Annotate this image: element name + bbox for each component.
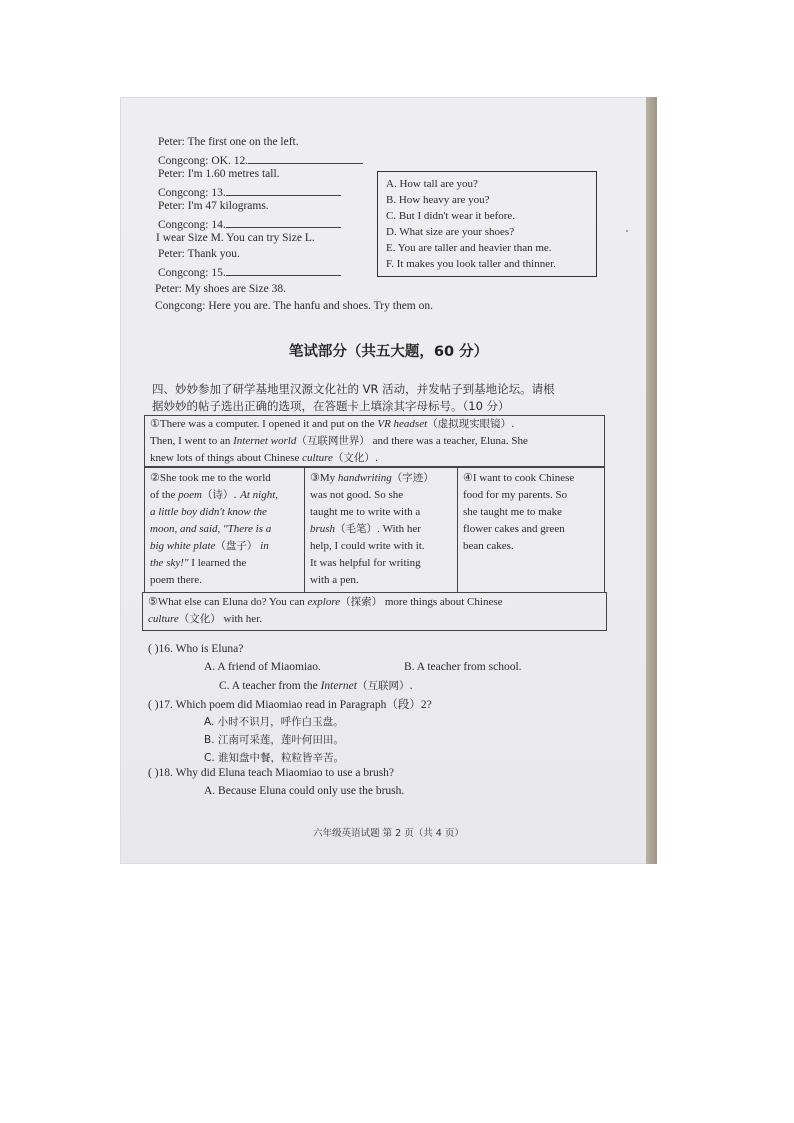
q17-option-a: A. 小时不识月，呼作白玉盘。 bbox=[204, 716, 344, 728]
paragraph-4-text: ④I want to cook Chinese food for my parents. So she taught me to make flower cakes and green bean cakes. bbox=[463, 472, 575, 552]
option-f: F. It makes you look taller and thinner. bbox=[386, 258, 556, 270]
option-d: D. What size are your shoes? bbox=[386, 226, 515, 238]
dialogue-line: Peter: Thank you. bbox=[158, 248, 240, 260]
paragraph-3-text: ③My handwriting（字迹） was not good. So she taught me to write with a brush（毛笔）. With her help, I could write with it. It was helpful for writing with a pen. bbox=[310, 472, 434, 586]
answer-bracket-17[interactable]: ( ) bbox=[148, 699, 159, 711]
answer-bracket-18[interactable]: ( ) bbox=[148, 767, 159, 779]
answer-blank-13[interactable] bbox=[226, 185, 341, 196]
paragraph-1-text: ①There was a computer. I opened it and put on the VR headset（虚拟现实眼镜）. Then, I went to an Internet world（互联网世界） and there was a teacher, Eluna. She knew lots of things about Chinese culture（文化）. bbox=[150, 418, 528, 464]
dialogue-line: Congcong: 15. bbox=[158, 265, 341, 280]
speck bbox=[626, 230, 628, 232]
dialogue-line: Congcong: 14. bbox=[158, 217, 341, 232]
paragraph-5-box bbox=[142, 592, 607, 631]
paragraph-3-box bbox=[304, 467, 458, 593]
answer-bracket-16[interactable]: ( ) bbox=[148, 643, 159, 655]
option-c: C. But I didn't wear it before. bbox=[386, 210, 516, 222]
paragraph-5-text: ⑤What else can Eluna do? You can explore（探索） more things about Chinese culture（文化） with her. bbox=[148, 596, 503, 625]
dialogue-line: Congcong: 13. bbox=[158, 185, 341, 200]
question-18: ( )18. Why did Eluna teach Miaomiao to use a brush? bbox=[148, 767, 395, 779]
q17-option-c: C. 谁知盘中餐，粒粒皆辛苦。 bbox=[204, 752, 345, 764]
q18-option-a: A. Because Eluna could only use the brush. bbox=[204, 785, 405, 797]
paragraph-4-box bbox=[457, 467, 605, 593]
option-b: B. How heavy are you? bbox=[386, 194, 490, 206]
section-title: 笔试部分（共五大题，60 分） bbox=[288, 344, 489, 360]
photo-edge-shadow bbox=[646, 97, 657, 864]
q16-option-b: B. A teacher from school. bbox=[404, 661, 522, 673]
dialogue-line: Congcong: Here you are. The hanfu and shoes. Try them on. bbox=[155, 300, 433, 312]
option-e: E. You are taller and heavier than me. bbox=[386, 242, 552, 254]
exam-page-photo bbox=[120, 97, 657, 864]
answer-blank-15[interactable] bbox=[226, 265, 341, 276]
answer-blank-12[interactable] bbox=[248, 153, 363, 164]
question-17: ( )17. Which poem did Miaomiao read in Paragraph（段）2? bbox=[148, 699, 432, 711]
paragraph-2-text: ②She took me to the world of the poem（诗）. At night, a little boy didn't know the moon, and said, "There is a big white plate（盘子） in the sky!" I learned the poem there. bbox=[150, 472, 279, 586]
dialogue-line: Congcong: OK. 12. bbox=[158, 153, 363, 168]
q17-option-b: B. 江南可采莲，莲叶何田田。 bbox=[204, 734, 344, 746]
q16-option-a: A. A friend of Miaomiao. bbox=[204, 661, 321, 673]
instruction-line-1: 四、妙妙参加了研学基地里汉源文化社的 VR 活动，并发帖子到基地论坛。请根 bbox=[152, 382, 555, 396]
answer-blank-14[interactable] bbox=[226, 217, 341, 228]
page-footer: 六年级英语试题 第 2 页（共 4 页） bbox=[313, 828, 464, 839]
instruction-line-2: 据妙妙的帖子选出正确的选项，在答题卡上填涂其字母标号。（10 分） bbox=[152, 399, 510, 413]
paragraph-1-box bbox=[144, 415, 605, 467]
q16-option-c: C. A teacher from the Internet（互联网）. bbox=[219, 680, 413, 692]
options-box bbox=[377, 171, 597, 277]
dialogue-line: Peter: My shoes are Size 38. bbox=[155, 283, 286, 295]
question-16: ( )16. Who is Eluna? bbox=[148, 643, 244, 655]
dialogue-line: Peter: I'm 1.60 metres tall. bbox=[158, 168, 280, 180]
dialogue-line: Peter: I'm 47 kilograms. bbox=[158, 200, 269, 212]
dialogue-line: I wear Size M. You can try Size L. bbox=[156, 232, 315, 244]
dialogue-line: Peter: The first one on the left. bbox=[158, 136, 299, 148]
option-a: A. How tall are you? bbox=[386, 178, 478, 190]
paragraph-2-box bbox=[144, 467, 305, 593]
